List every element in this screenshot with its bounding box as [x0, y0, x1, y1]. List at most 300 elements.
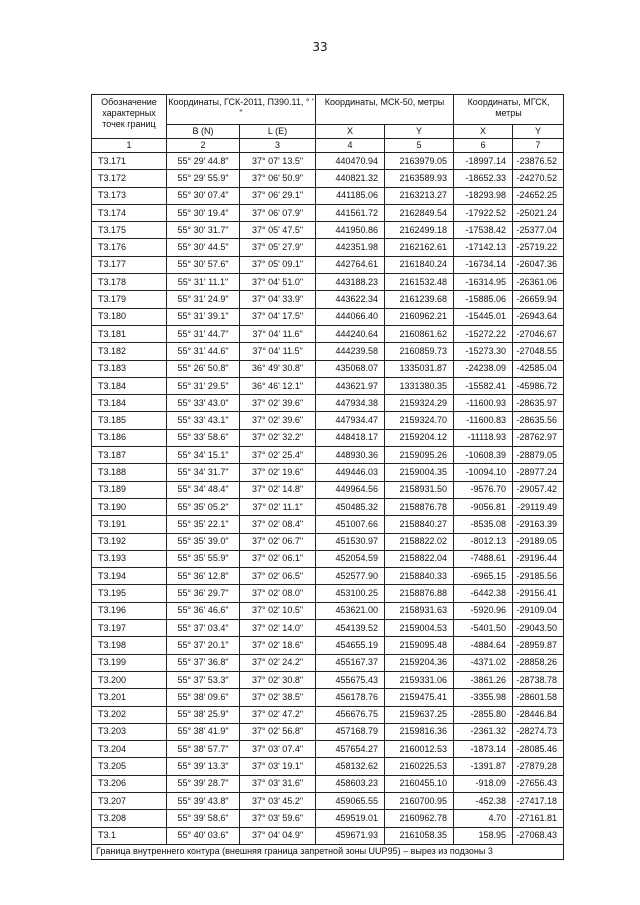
- mgsk-y-cell: -26659.94: [513, 291, 564, 308]
- coordinates-table: [91, 94, 564, 860]
- msk-x-cell: 440821.32: [316, 170, 385, 187]
- latitude-b-cell: 55° 39' 43.8": [167, 792, 240, 809]
- mgsk-x-cell: -6965.15: [454, 568, 513, 585]
- longitude-l-cell: 37° 02' 56.8": [240, 723, 316, 740]
- point-id-cell: Т3.179: [92, 291, 167, 308]
- msk-x-cell: 444240.64: [316, 325, 385, 342]
- msk-y-header: Y: [385, 125, 454, 139]
- mgsk-y-cell: -26943.64: [513, 308, 564, 325]
- mgsk-x-cell: -2855.80: [454, 706, 513, 723]
- table-row: [92, 395, 564, 412]
- latitude-b-cell: 55° 34' 48.4": [167, 481, 240, 498]
- point-id-cell: Т3.187: [92, 447, 167, 464]
- msk-y-cell: 2158840.27: [385, 516, 454, 533]
- point-id-cell: Т3.184: [92, 377, 167, 394]
- point-id-cell: Т3.195: [92, 585, 167, 602]
- table-row: [92, 239, 564, 256]
- msk-y-cell: 2160861.62: [385, 325, 454, 342]
- table-row: [92, 516, 564, 533]
- mgsk-y-cell: -24652.25: [513, 187, 564, 204]
- latitude-b-cell: 55° 38' 57.7": [167, 741, 240, 758]
- point-id-cell: Т3.188: [92, 464, 167, 481]
- msk-y-cell: 2163979.05: [385, 153, 454, 170]
- msk-x-cell: 455675.43: [316, 671, 385, 688]
- table-row: [92, 792, 564, 809]
- msk-y-cell: 2161058.35: [385, 827, 454, 844]
- latitude-b-cell: 55° 33' 43.1": [167, 412, 240, 429]
- latitude-b-cell: 55° 30' 19.4": [167, 204, 240, 221]
- mgsk-y-cell: -29156.41: [513, 585, 564, 602]
- mgsk-y-cell: -27656.43: [513, 775, 564, 792]
- latitude-b-cell: 55° 29' 55.9": [167, 170, 240, 187]
- msk-y-cell: 2158931.50: [385, 481, 454, 498]
- mgsk-y-cell: -27046.67: [513, 325, 564, 342]
- longitude-l-cell: 37° 06' 50.9": [240, 170, 316, 187]
- point-id-cell: Т3.199: [92, 654, 167, 671]
- point-id-cell: Т3.1: [92, 827, 167, 844]
- point-id-cell: Т3.180: [92, 308, 167, 325]
- point-id-cell: Т3.178: [92, 274, 167, 291]
- mgsk-x-cell: -11600.83: [454, 412, 513, 429]
- msk-x-cell: 443621.97: [316, 377, 385, 394]
- mgsk-y-cell: -27161.81: [513, 810, 564, 827]
- mgsk-y-cell: -23876.52: [513, 153, 564, 170]
- longitude-l-cell: 37° 03' 59.6": [240, 810, 316, 827]
- latitude-b-cell: 55° 30' 07.4": [167, 187, 240, 204]
- msk-y-cell: 2160859.73: [385, 343, 454, 360]
- longitude-l-cell: 36° 49' 30.8": [240, 360, 316, 377]
- column-number-cell: 3: [240, 139, 316, 153]
- latitude-b-cell: 55° 39' 58.6": [167, 810, 240, 827]
- mgsk-y-cell: -29189.05: [513, 533, 564, 550]
- mgsk-x-cell: -15272.22: [454, 325, 513, 342]
- mgsk-x-cell: -16734.14: [454, 256, 513, 273]
- latitude-b-cell: 55° 31' 29.5": [167, 377, 240, 394]
- msk-x-cell: 455167.37: [316, 654, 385, 671]
- table-row: [92, 343, 564, 360]
- table-row: [92, 620, 564, 637]
- table-row: [92, 170, 564, 187]
- msk-y-cell: 2162849.54: [385, 204, 454, 221]
- msk-x-cell: 435068.07: [316, 360, 385, 377]
- table-row: [92, 689, 564, 706]
- msk-y-cell: 2159475.41: [385, 689, 454, 706]
- latitude-b-cell: 55° 37' 53.3": [167, 671, 240, 688]
- point-id-cell: Т3.182: [92, 343, 167, 360]
- table-row: [92, 308, 564, 325]
- msk-y-cell: 2160012.53: [385, 741, 454, 758]
- msk-x-cell: 458603.23: [316, 775, 385, 792]
- table-row: [92, 377, 564, 394]
- longitude-l-cell: 37° 04' 11.5": [240, 343, 316, 360]
- msk-x-cell: 459519.01: [316, 810, 385, 827]
- msk-x-cell: 443622.34: [316, 291, 385, 308]
- latitude-b-cell: 55° 35' 22.1": [167, 516, 240, 533]
- point-id-cell: Т3.194: [92, 568, 167, 585]
- latitude-b-cell: 55° 31' 24.9": [167, 291, 240, 308]
- column-number-cell: 1: [92, 139, 167, 153]
- longitude-l-cell: 37° 05' 09.1": [240, 256, 316, 273]
- longitude-l-cell: 37° 02' 06.5": [240, 568, 316, 585]
- longitude-l-cell: 37° 04' 11.6": [240, 325, 316, 342]
- mgsk-x-cell: -24238.09: [454, 360, 513, 377]
- longitude-l-cell: 37° 02' 11.1": [240, 498, 316, 515]
- msk-y-cell: 2159204.12: [385, 429, 454, 446]
- table-row: [92, 187, 564, 204]
- msk-y-cell: 2159637.25: [385, 706, 454, 723]
- msk-x-cell: 449446.03: [316, 464, 385, 481]
- mgsk-x-cell: -6442.38: [454, 585, 513, 602]
- table-row: [92, 222, 564, 239]
- latitude-b-cell: 55° 33' 58.6": [167, 429, 240, 446]
- msk-y-cell: 2159004.53: [385, 620, 454, 637]
- msk-x-cell: 457168.79: [316, 723, 385, 740]
- msk-x-cell: 448930.36: [316, 447, 385, 464]
- msk-x-cell: 454139.52: [316, 620, 385, 637]
- msk-y-cell: 2161239.68: [385, 291, 454, 308]
- msk-x-cell: 459065.55: [316, 792, 385, 809]
- msk-x-cell: 453621.00: [316, 602, 385, 619]
- point-id-cell: Т3.192: [92, 533, 167, 550]
- latitude-b-cell: 55° 38' 09.6": [167, 689, 240, 706]
- msk-y-cell: 2160455.10: [385, 775, 454, 792]
- latitude-b-cell: 55° 38' 25.9": [167, 706, 240, 723]
- mgsk-x-cell: -15273.30: [454, 343, 513, 360]
- msk-y-cell: 2163213.27: [385, 187, 454, 204]
- mgsk-x-cell: 158.95: [454, 827, 513, 844]
- mgsk-x-cell: 4.70: [454, 810, 513, 827]
- msk-x-cell: 444239.58: [316, 343, 385, 360]
- msk-y-cell: 2162162.61: [385, 239, 454, 256]
- msk-x-cell: 444066.40: [316, 308, 385, 325]
- footer-note: Граница внутреннего контура (внешняя граница запретной зоны UUP95) – вырез из подзоны 3: [92, 844, 564, 859]
- table-row: [92, 447, 564, 464]
- table-row: [92, 291, 564, 308]
- longitude-l-cell: 37° 02' 18.6": [240, 637, 316, 654]
- mgsk-y-cell: -28601.58: [513, 689, 564, 706]
- mgsk-x-cell: -15445.01: [454, 308, 513, 325]
- msk-x-cell: 451007.66: [316, 516, 385, 533]
- latitude-b-cell: 55° 37' 03.4": [167, 620, 240, 637]
- longitude-l-cell: 37° 02' 14.8": [240, 481, 316, 498]
- latitude-b-cell: 55° 35' 55.9": [167, 550, 240, 567]
- msk-y-cell: 2161840.24: [385, 256, 454, 273]
- point-id-cell: Т3.206: [92, 775, 167, 792]
- longitude-l-cell: 37° 02' 10.5": [240, 602, 316, 619]
- mgsk-x-cell: -15582.41: [454, 377, 513, 394]
- mgsk-x-cell: -16314.95: [454, 274, 513, 291]
- table-row: [92, 602, 564, 619]
- mgsk-x-cell: -8535.08: [454, 516, 513, 533]
- longitude-l-cell: 37° 02' 08.4": [240, 516, 316, 533]
- msk-x-cell: 451530.97: [316, 533, 385, 550]
- mgsk-y-cell: -29185.56: [513, 568, 564, 585]
- table-row: [92, 360, 564, 377]
- latitude-b-cell: 55° 29' 44.8": [167, 153, 240, 170]
- msk-y-cell: 2162499.18: [385, 222, 454, 239]
- mgsk-x-header: X: [454, 125, 513, 139]
- table-row: [92, 723, 564, 740]
- point-id-cell: Т3.174: [92, 204, 167, 221]
- msk-y-cell: 2159004.35: [385, 464, 454, 481]
- mgsk-y-cell: -28635.97: [513, 395, 564, 412]
- column-number-cell: 6: [454, 139, 513, 153]
- longitude-l-cell: 37° 03' 31.6": [240, 775, 316, 792]
- mgsk-x-cell: -11600.93: [454, 395, 513, 412]
- latitude-b-cell: 55° 36' 46.6": [167, 602, 240, 619]
- column-number-cell: 2: [167, 139, 240, 153]
- latitude-b-cell: 55° 33' 43.0": [167, 395, 240, 412]
- longitude-l-cell: 37° 07' 13.5": [240, 153, 316, 170]
- mgsk-y-cell: -27417.18: [513, 792, 564, 809]
- msk-x-cell: 441950.86: [316, 222, 385, 239]
- mgsk-x-cell: -9576.70: [454, 481, 513, 498]
- msk-x-cell: 458132.62: [316, 758, 385, 775]
- longitude-l-cell: 37° 02' 19.6": [240, 464, 316, 481]
- mgsk-x-cell: -10608.39: [454, 447, 513, 464]
- table-row: [92, 533, 564, 550]
- mgsk-y-cell: -28085.46: [513, 741, 564, 758]
- latitude-b-cell: 55° 36' 12.8": [167, 568, 240, 585]
- latitude-b-cell: 55° 30' 57.6": [167, 256, 240, 273]
- point-id-cell: Т3.176: [92, 239, 167, 256]
- longitude-l-cell: 37° 03' 45.2": [240, 792, 316, 809]
- mgsk-y-cell: -45986.72: [513, 377, 564, 394]
- msk-header: Координаты, МСК-50, метры: [316, 95, 454, 125]
- longitude-l-cell: 36° 46' 12.1": [240, 377, 316, 394]
- msk-y-cell: 2160225.53: [385, 758, 454, 775]
- table-row: [92, 637, 564, 654]
- mgsk-x-cell: -2361.32: [454, 723, 513, 740]
- msk-y-cell: 2158931.63: [385, 602, 454, 619]
- table-row: [92, 412, 564, 429]
- page-number: 33: [312, 40, 328, 54]
- table-row: [92, 429, 564, 446]
- mgsk-y-cell: -42585.04: [513, 360, 564, 377]
- mgsk-y-cell: -28858.26: [513, 654, 564, 671]
- mgsk-y-cell: -28635.56: [513, 412, 564, 429]
- msk-y-cell: 2158822.02: [385, 533, 454, 550]
- table-row: [92, 481, 564, 498]
- msk-x-cell: 442351.98: [316, 239, 385, 256]
- table-row: [92, 758, 564, 775]
- table-row: [92, 498, 564, 515]
- mgsk-x-cell: -1391.87: [454, 758, 513, 775]
- mgsk-y-cell: -28762.97: [513, 429, 564, 446]
- table-row: [92, 585, 564, 602]
- point-id-cell: Т3.177: [92, 256, 167, 273]
- point-id-cell: Т3.196: [92, 602, 167, 619]
- msk-y-cell: 2160962.78: [385, 810, 454, 827]
- msk-x-cell: 443188.23: [316, 274, 385, 291]
- msk-x-cell: 454655.19: [316, 637, 385, 654]
- latitude-b-cell: 55° 31' 11.1": [167, 274, 240, 291]
- point-id-cell: Т3.207: [92, 792, 167, 809]
- msk-x-cell: 453100.25: [316, 585, 385, 602]
- msk-x-cell: 459671.93: [316, 827, 385, 844]
- longitude-l-cell: 37° 02' 24.2": [240, 654, 316, 671]
- point-id-cell: Т3.200: [92, 671, 167, 688]
- mgsk-x-cell: -7488.61: [454, 550, 513, 567]
- msk-x-cell: 447934.38: [316, 395, 385, 412]
- msk-x-cell: 442764.61: [316, 256, 385, 273]
- longitude-l-cell: 37° 04' 33.9": [240, 291, 316, 308]
- mgsk-y-cell: -28446.84: [513, 706, 564, 723]
- point-id-cell: Т3.183: [92, 360, 167, 377]
- msk-y-cell: 2160700.95: [385, 792, 454, 809]
- longitude-l-cell: 37° 05' 47.5": [240, 222, 316, 239]
- msk-x-cell: 441561.72: [316, 204, 385, 221]
- msk-y-cell: 2160962.21: [385, 308, 454, 325]
- point-id-cell: Т3.175: [92, 222, 167, 239]
- point-id-cell: Т3.173: [92, 187, 167, 204]
- longitude-l-cell: 37° 02' 25.4": [240, 447, 316, 464]
- mgsk-y-cell: -28959.87: [513, 637, 564, 654]
- msk-x-cell: 452054.59: [316, 550, 385, 567]
- table-row: [92, 654, 564, 671]
- point-id-cell: Т3.197: [92, 620, 167, 637]
- msk-x-header: X: [316, 125, 385, 139]
- longitude-l-cell: 37° 03' 19.1": [240, 758, 316, 775]
- l-header: L (E): [240, 125, 316, 139]
- mgsk-y-cell: -27048.55: [513, 343, 564, 360]
- msk-y-cell: 2159095.26: [385, 447, 454, 464]
- point-id-cell: Т3.204: [92, 741, 167, 758]
- mgsk-x-cell: -18652.33: [454, 170, 513, 187]
- point-id-cell: Т3.208: [92, 810, 167, 827]
- mgsk-y-cell: -26361.06: [513, 274, 564, 291]
- latitude-b-cell: 55° 31' 44.6": [167, 343, 240, 360]
- column-number-cell: 4: [316, 139, 385, 153]
- msk-y-cell: 1331380.35: [385, 377, 454, 394]
- point-id-cell: Т3.189: [92, 481, 167, 498]
- mgsk-x-cell: -17922.52: [454, 204, 513, 221]
- gsk-header: Координаты, ГСК-2011, П390.11, ° ' ": [167, 95, 316, 125]
- mgsk-y-cell: -29163.39: [513, 516, 564, 533]
- point-id-cell: Т3.171: [92, 153, 167, 170]
- table-row: [92, 775, 564, 792]
- msk-y-cell: 2158840.33: [385, 568, 454, 585]
- table-row: [92, 810, 564, 827]
- longitude-l-cell: 37° 03' 07.4": [240, 741, 316, 758]
- msk-x-cell: 447934.47: [316, 412, 385, 429]
- table-row: [92, 550, 564, 567]
- table-row: [92, 256, 564, 273]
- designation-header: Обозначение характерных точек границ: [92, 95, 167, 139]
- mgsk-x-cell: -18997.14: [454, 153, 513, 170]
- table-row: [92, 204, 564, 221]
- mgsk-x-cell: -5920.96: [454, 602, 513, 619]
- msk-y-cell: 2163589.93: [385, 170, 454, 187]
- latitude-b-cell: 55° 26' 50.8": [167, 360, 240, 377]
- latitude-b-cell: 55° 39' 13.3": [167, 758, 240, 775]
- mgsk-y-cell: -25719.22: [513, 239, 564, 256]
- mgsk-y-cell: -28738.78: [513, 671, 564, 688]
- longitude-l-cell: 37° 02' 39.6": [240, 395, 316, 412]
- longitude-l-cell: 37° 02' 32.2": [240, 429, 316, 446]
- mgsk-y-cell: -28274.73: [513, 723, 564, 740]
- mgsk-x-cell: -1873.14: [454, 741, 513, 758]
- msk-y-cell: 2158876.88: [385, 585, 454, 602]
- point-id-cell: Т3.190: [92, 498, 167, 515]
- point-id-cell: Т3.185: [92, 412, 167, 429]
- table-row: [92, 464, 564, 481]
- mgsk-x-cell: -8012.13: [454, 533, 513, 550]
- column-number-cell: 7: [513, 139, 564, 153]
- mgsk-x-cell: -3861.26: [454, 671, 513, 688]
- longitude-l-cell: 37° 04' 04.9": [240, 827, 316, 844]
- mgsk-x-cell: -17538.42: [454, 222, 513, 239]
- longitude-l-cell: 37° 04' 51.0": [240, 274, 316, 291]
- longitude-l-cell: 37° 02' 39.6": [240, 412, 316, 429]
- latitude-b-cell: 55° 35' 39.0": [167, 533, 240, 550]
- column-number-row: [92, 139, 564, 153]
- msk-x-cell: 448418.17: [316, 429, 385, 446]
- msk-y-cell: 2159324.70: [385, 412, 454, 429]
- mgsk-y-cell: -27068.43: [513, 827, 564, 844]
- latitude-b-cell: 55° 38' 41.9": [167, 723, 240, 740]
- msk-y-cell: 2159095.48: [385, 637, 454, 654]
- table-body: [92, 153, 564, 845]
- longitude-l-cell: 37° 02' 06.7": [240, 533, 316, 550]
- msk-x-cell: 449964.56: [316, 481, 385, 498]
- msk-x-cell: 456676.75: [316, 706, 385, 723]
- table-row: [92, 274, 564, 291]
- longitude-l-cell: 37° 02' 14.0": [240, 620, 316, 637]
- msk-y-cell: 2159331.06: [385, 671, 454, 688]
- longitude-l-cell: 37° 04' 17.5": [240, 308, 316, 325]
- mgsk-x-cell: -17142.13: [454, 239, 513, 256]
- mgsk-y-cell: -28977.24: [513, 464, 564, 481]
- table-row: [92, 568, 564, 585]
- latitude-b-cell: 55° 36' 29.7": [167, 585, 240, 602]
- footer-row: [92, 844, 564, 859]
- longitude-l-cell: 37° 02' 47.2": [240, 706, 316, 723]
- mgsk-y-header: Y: [513, 125, 564, 139]
- msk-y-cell: 2159816.36: [385, 723, 454, 740]
- msk-y-cell: 2158822.04: [385, 550, 454, 567]
- header-row-groups: [92, 95, 564, 125]
- latitude-b-cell: 55° 31' 44.7": [167, 325, 240, 342]
- msk-y-cell: 1335031.87: [385, 360, 454, 377]
- latitude-b-cell: 55° 37' 36.8": [167, 654, 240, 671]
- longitude-l-cell: 37° 02' 38.5": [240, 689, 316, 706]
- longitude-l-cell: 37° 06' 07.9": [240, 204, 316, 221]
- latitude-b-cell: 55° 30' 31.7": [167, 222, 240, 239]
- point-id-cell: Т3.184: [92, 395, 167, 412]
- mgsk-header: Координаты, МГСК, метры: [454, 95, 564, 125]
- mgsk-x-cell: -4371.02: [454, 654, 513, 671]
- table-row: [92, 741, 564, 758]
- mgsk-x-cell: -11118.93: [454, 429, 513, 446]
- msk-x-cell: 456178.76: [316, 689, 385, 706]
- mgsk-y-cell: -25021.24: [513, 204, 564, 221]
- mgsk-y-cell: -28879.05: [513, 447, 564, 464]
- mgsk-x-cell: -3355.98: [454, 689, 513, 706]
- mgsk-x-cell: -452.38: [454, 792, 513, 809]
- msk-y-cell: 2159204.36: [385, 654, 454, 671]
- msk-y-cell: 2158876.78: [385, 498, 454, 515]
- point-id-cell: Т3.186: [92, 429, 167, 446]
- mgsk-x-cell: -18293.98: [454, 187, 513, 204]
- point-id-cell: Т3.203: [92, 723, 167, 740]
- point-id-cell: Т3.191: [92, 516, 167, 533]
- mgsk-y-cell: -24270.52: [513, 170, 564, 187]
- latitude-b-cell: 55° 37' 20.1": [167, 637, 240, 654]
- latitude-b-cell: 55° 39' 28.7": [167, 775, 240, 792]
- table-row: [92, 325, 564, 342]
- mgsk-x-cell: -15885.06: [454, 291, 513, 308]
